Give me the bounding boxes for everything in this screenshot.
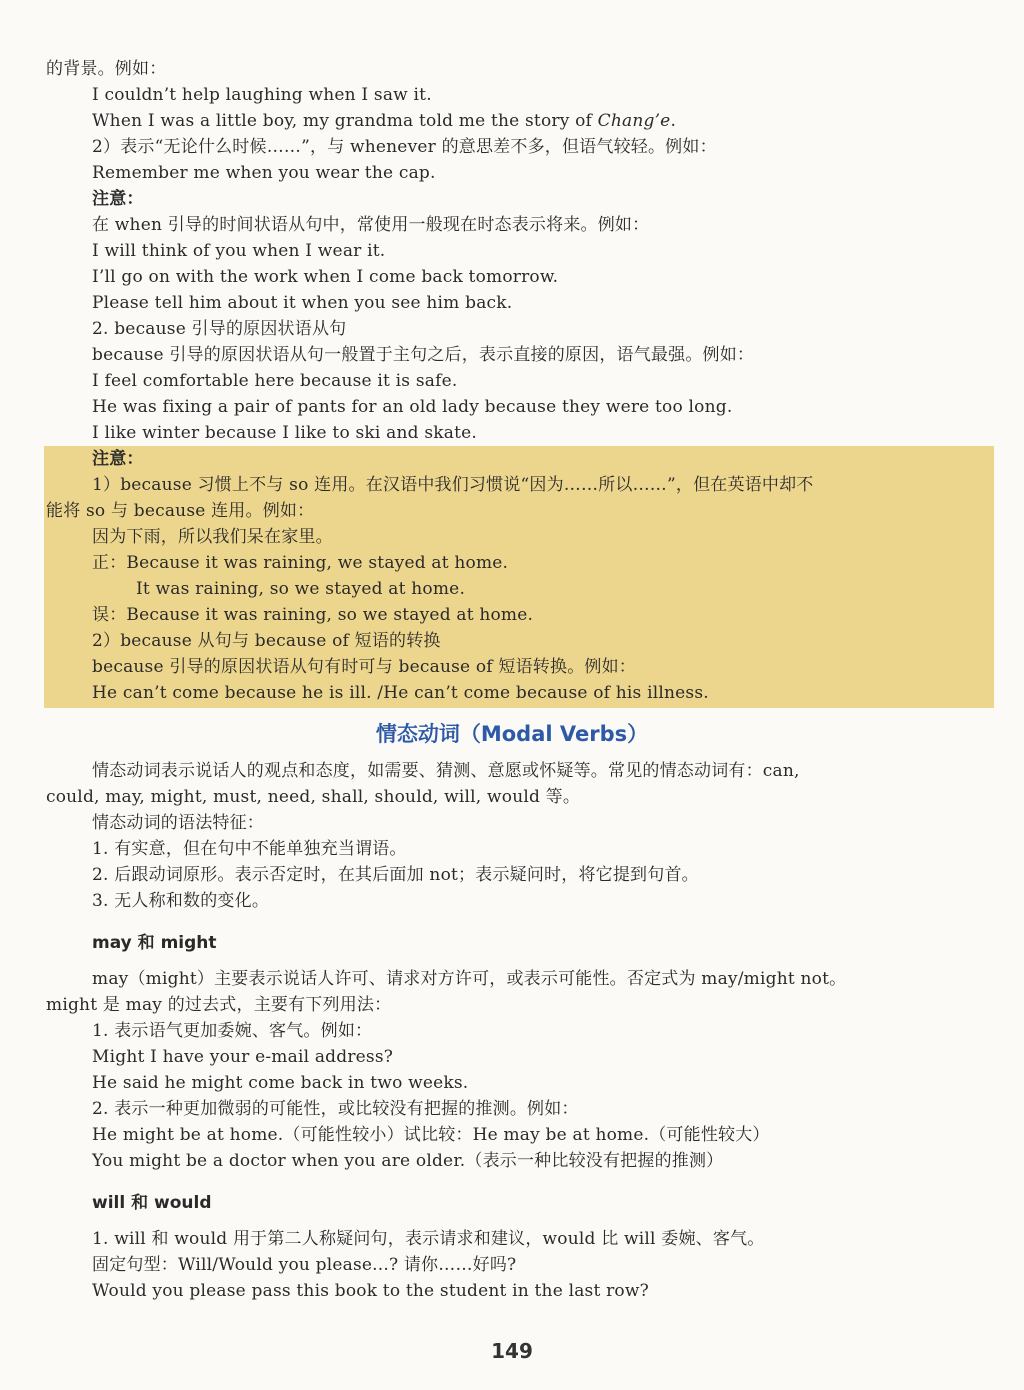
note-text: 1）because 习惯上不与 so 连用。在汉语中我们习惯说“因为……所以……”，但在英语中却不 bbox=[92, 475, 814, 495]
example-sentence: I feel comfortable here because it is safe. bbox=[92, 371, 458, 391]
example-sentence: He was fixing a pair of pants for an old lady because they were too long. bbox=[92, 397, 733, 417]
text-span: . bbox=[670, 111, 677, 131]
text-line: 情态动词表示说话人的观点和态度，如需要、猜测、意愿或怀疑等。常见的情态动词有：can, bbox=[92, 761, 800, 781]
example-sentence bbox=[92, 110, 676, 132]
list-item: 2. 表示一种更加微弱的可能性，或比较没有把握的推测。例如： bbox=[92, 1099, 579, 1119]
example-sentence: He said he might come back in two weeks. bbox=[92, 1073, 469, 1093]
example-sentence: Might I have your e-mail address? bbox=[92, 1047, 394, 1067]
example-sentence: I couldn’t help laughing when I saw it. bbox=[92, 85, 432, 105]
example-sentence: I like winter because I like to ski and skate. bbox=[92, 423, 477, 443]
list-item: 1. will 和 would 用于第二人称疑问句，表示请求和建议，would 比 will 委婉、客气。 bbox=[92, 1229, 765, 1249]
text-line: 2）表示“无论什么时候……”，与 whenever 的意思差不多，但语气较轻。例如： bbox=[92, 137, 717, 157]
note-label: 注意： bbox=[92, 449, 144, 469]
example-sentence: He might be at home.（可能性较小）试比较：He may be at home.（可能性较大） bbox=[92, 1125, 770, 1145]
text-line: may（might）主要表示说话人许可、请求对方许可，或表示可能性。否定式为 may/might not。 bbox=[92, 969, 847, 989]
text-line: 在 when 引导的时间状语从句中，常使用一般现在时态表示将来。例如： bbox=[92, 215, 650, 235]
subheading: 2. because 引导的原因状语从句 bbox=[92, 319, 347, 339]
text-line: because 引导的原因状语从句一般置于主句之后，表示直接的原因，语气最强。例如： bbox=[92, 345, 755, 365]
text-line: 的背景。例如： bbox=[46, 59, 167, 79]
example-sentence: I will think of you when I wear it. bbox=[92, 241, 386, 261]
note-label: 注意： bbox=[92, 189, 144, 209]
correct-example: 正：Because it was raining, we stayed at home. bbox=[92, 553, 509, 573]
subsection-heading: may 和 might bbox=[92, 933, 217, 953]
list-item: 2. 后跟动词原形。表示否定时，在其后面加 not；表示疑问时，将它提到句首。 bbox=[92, 865, 699, 885]
italic-title: Chang’e bbox=[597, 111, 671, 131]
text-span: When I was a little boy, my grandma told me the story of bbox=[92, 111, 598, 131]
wrong-example: 误：Because it was raining, so we stayed at home. bbox=[92, 605, 534, 625]
example-sentence: Remember me when you wear the cap. bbox=[92, 163, 436, 183]
note-text: 能将 so 与 because 连用。例如： bbox=[46, 501, 315, 521]
text-line: could, may, might, must, need, shall, should, will, would 等。 bbox=[46, 787, 581, 807]
example-sentence: I’ll go on with the work when I come back tomorrow. bbox=[92, 267, 559, 287]
list-item: 1. 有实意，但在句中不能单独充当谓语。 bbox=[92, 839, 407, 859]
example-sentence: He can’t come because he is ill. /He can’t come because of his illness. bbox=[92, 683, 709, 703]
note-subheading: 2）because 从句与 because of 短语的转换 bbox=[92, 631, 441, 651]
subsection-heading: will 和 would bbox=[92, 1193, 212, 1213]
text-line: might 是 may 的过去式，主要有下列用法： bbox=[46, 995, 392, 1015]
list-item: 1. 表示语气更加委婉、客气。例如： bbox=[92, 1021, 373, 1041]
section-title: 情态动词（Modal Verbs） bbox=[375, 722, 649, 746]
note-text: because 引导的原因状语从句有时可与 because of 短语转换。例如： bbox=[92, 657, 637, 677]
page-number: 149 bbox=[491, 1339, 533, 1363]
example-sentence: Please tell him about it when you see him back. bbox=[92, 293, 513, 313]
example-sentence: You might be a doctor when you are older.（表示一种比较没有把握的推测） bbox=[92, 1151, 724, 1171]
example-sentence: Would you please pass this book to the student in the last row? bbox=[92, 1281, 649, 1301]
correct-example: It was raining, so we stayed at home. bbox=[136, 579, 466, 599]
list-item: 3. 无人称和数的变化。 bbox=[92, 891, 270, 911]
text-line: 情态动词的语法特征： bbox=[92, 813, 264, 833]
text-line: 固定句型：Will/Would you please...? 请你……好吗? bbox=[92, 1255, 517, 1275]
note-text: 因为下雨，所以我们呆在家里。 bbox=[92, 527, 333, 547]
